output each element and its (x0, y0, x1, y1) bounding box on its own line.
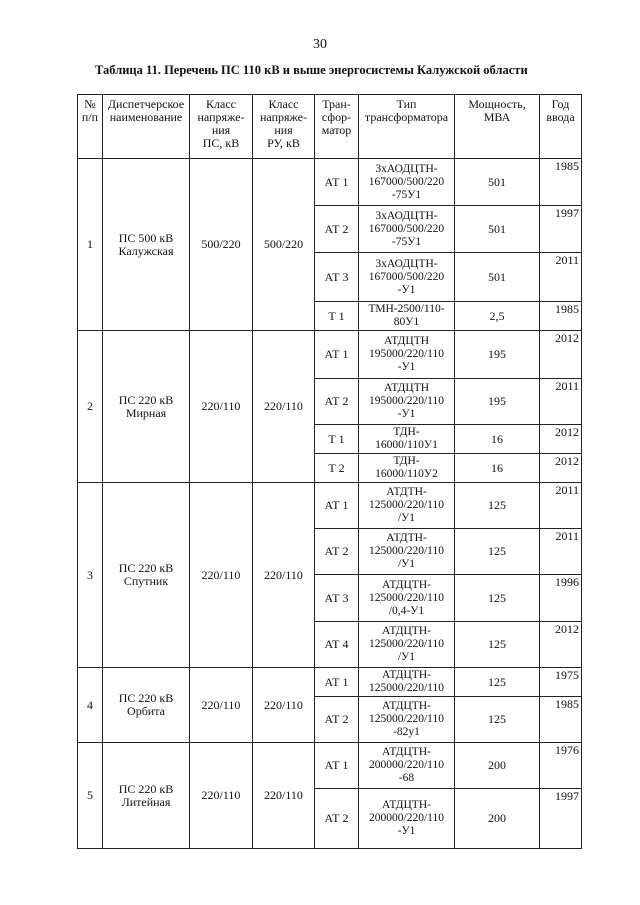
text-line: -75У1 (391, 235, 422, 248)
text-line: 125000/220/110 (369, 638, 444, 650)
cell-year: 2012 (540, 331, 582, 379)
cell-substation-name (103, 668, 190, 743)
cell-number: 1 (78, 159, 103, 331)
header-name (103, 95, 190, 159)
text-line: ПС 220 кВ (118, 561, 174, 575)
cell-year: 2011 (540, 379, 582, 425)
cell-class-ru: 220/110 (253, 331, 315, 483)
cell-year: 1985 (540, 302, 582, 331)
cell-class-ps: 220/110 (190, 668, 253, 743)
text-line: ТМН-2500/110- (368, 303, 445, 315)
cell-class-ps: 220/110 (190, 743, 253, 849)
cell-transformer-type (359, 331, 455, 379)
text-line: -75У1 (391, 188, 422, 201)
text-line: 3хАОДЦТН- (375, 162, 438, 175)
text-line: Тип (396, 97, 417, 111)
header-class-ru (253, 95, 315, 159)
cell-transformer: АТ 2 (315, 789, 359, 849)
cell-substation-name (103, 159, 190, 331)
text-line: -68 (398, 772, 415, 784)
cell-transformer: АТ 4 (315, 622, 359, 668)
cell-year: 1997 (540, 206, 582, 253)
cell-number: 3 (78, 483, 103, 668)
text-line: 16000/110У1 (375, 439, 438, 451)
cell-substation-name (103, 483, 190, 668)
text-line: Спутник (123, 574, 169, 588)
cell-transformer: АТ 1 (315, 743, 359, 789)
text-line: 195000/220/110 (369, 348, 444, 360)
text-line: МВА (483, 110, 511, 124)
table-row (78, 668, 582, 697)
text-line: п/п (81, 110, 99, 124)
cell-transformer: АТ 2 (315, 206, 359, 253)
text-line: -У1 (397, 825, 416, 837)
text-line: АТДТН- (386, 532, 427, 544)
cell-class-ru: 500/220 (253, 159, 315, 331)
cell-year: 1996 (540, 575, 582, 622)
text-line: /У1 (397, 558, 416, 570)
cell-transformer-type (359, 668, 455, 697)
cell-transformer: Т 1 (315, 425, 359, 454)
cell-power: 125 (455, 575, 540, 622)
cell-transformer-type (359, 302, 455, 331)
text-line: 200000/220/110 (369, 812, 444, 824)
cell-year: 2011 (540, 483, 582, 529)
cell-year: 2011 (540, 253, 582, 302)
cell-transformer: АТ 1 (315, 331, 359, 379)
text-line: ПС, кВ (202, 136, 240, 150)
text-line: АТДТН- (386, 486, 427, 498)
cell-transformer: АТ 3 (315, 575, 359, 622)
cell-year: 2012 (540, 622, 582, 668)
cell-transformer: АТ 3 (315, 253, 359, 302)
cell-power: 200 (455, 743, 540, 789)
page-number: 30 (313, 37, 327, 52)
cell-transformer-type (359, 425, 455, 454)
cell-transformer-type (359, 789, 455, 849)
text-line: АТДЦТН (383, 335, 430, 347)
text-line: 80У1 (393, 316, 420, 328)
cell-class-ru: 220/110 (253, 483, 315, 668)
text-line: ПС 220 кВ (118, 392, 174, 407)
text-line: -У1 (397, 361, 416, 373)
text-line: АТДЦТН- (382, 578, 431, 591)
text-line: Орбита (127, 704, 165, 718)
text-line: ТДН- (393, 455, 420, 467)
cell-transformer-type (359, 529, 455, 575)
cell-year: 1997 (540, 789, 582, 849)
text-line: напряже- (197, 110, 245, 124)
text-line: Класс (268, 97, 299, 111)
text-line: 167000/500/220 (368, 270, 445, 283)
text-line: Мирная (125, 405, 167, 420)
text-line: -У1 (397, 408, 416, 420)
text-line: Калужская (118, 243, 174, 258)
cell-transformer: АТ 2 (315, 697, 359, 743)
cell-power: 125 (455, 622, 540, 668)
header-power (455, 95, 540, 159)
table-body (78, 159, 582, 849)
text-line: 167000/500/220 (368, 175, 445, 188)
cell-power: 195 (455, 331, 540, 379)
text-line: матор (321, 123, 352, 137)
text-line: /0,4-У1 (388, 604, 425, 617)
text-line: ПС 220 кВ (118, 781, 174, 796)
cell-class-ps: 220/110 (190, 483, 253, 668)
text-line: /У1 (397, 512, 416, 524)
text-line: -82у1 (393, 726, 420, 738)
cell-number: 5 (78, 743, 103, 849)
cell-year: 2011 (540, 529, 582, 575)
cell-substation-name (103, 743, 190, 849)
cell-transformer-type (359, 575, 455, 622)
cell-transformer-type (359, 159, 455, 206)
cell-year: 1985 (540, 159, 582, 206)
cell-power: 501 (455, 206, 540, 253)
table-row (78, 743, 582, 789)
text-line: АТДЦТН- (382, 799, 431, 811)
header-type (359, 95, 455, 159)
text-line: ния (211, 123, 231, 137)
cell-power: 16 (455, 454, 540, 483)
text-line: АТДЦТН (383, 382, 430, 394)
text-line: 195000/220/110 (369, 395, 444, 407)
cell-power: 2,5 (455, 302, 540, 331)
cell-substation-name (103, 331, 190, 483)
text-line: ПС 220 кВ (118, 691, 174, 705)
cell-transformer-type (359, 697, 455, 743)
cell-power: 125 (455, 483, 540, 529)
text-line: РУ, кВ (267, 136, 300, 150)
header-transformer (315, 95, 359, 159)
cell-transformer-type (359, 743, 455, 789)
cell-transformer-type (359, 206, 455, 253)
text-line: АТДЦТН- (382, 700, 431, 712)
table-row (78, 483, 582, 529)
text-line: 125000/220/110 (369, 713, 444, 725)
substations-table (77, 94, 582, 849)
cell-transformer-type (359, 379, 455, 425)
text-line: 125000/220/110 (369, 499, 444, 511)
cell-year: 2012 (540, 454, 582, 483)
text-line: Тран- (322, 97, 351, 111)
text-line: наименование (109, 110, 183, 124)
cell-power: 125 (455, 668, 540, 697)
text-line: АТДЦТН- (382, 625, 431, 637)
cell-class-ru: 220/110 (253, 668, 315, 743)
cell-transformer: Т 1 (315, 302, 359, 331)
cell-class-ru: 220/110 (253, 743, 315, 849)
cell-transformer-type (359, 622, 455, 668)
cell-year: 2012 (540, 425, 582, 454)
cell-transformer-type (359, 483, 455, 529)
text-line: Мощность, (468, 97, 526, 111)
cell-power: 16 (455, 425, 540, 454)
cell-transformer: АТ 1 (315, 483, 359, 529)
cell-transformer-type (359, 253, 455, 302)
table-row (78, 159, 582, 206)
cell-year: 1976 (540, 743, 582, 789)
cell-number: 2 (78, 331, 103, 483)
text-line: 200000/220/110 (369, 759, 444, 771)
text-line: напряже- (260, 110, 307, 124)
cell-power: 195 (455, 379, 540, 425)
cell-transformer: АТ 1 (315, 668, 359, 697)
cell-class-ps: 500/220 (190, 159, 253, 331)
cell-transformer: АТ 1 (315, 159, 359, 206)
text-line: ния (274, 123, 293, 137)
text-line: сфор- (321, 110, 352, 124)
cell-number: 4 (78, 668, 103, 743)
cell-year: 1985 (540, 697, 582, 743)
text-line: 3хАОДЦТН- (375, 257, 438, 270)
text-line: -У1 (397, 283, 416, 296)
text-line: /У1 (397, 651, 416, 663)
text-line: АТДЦТН- (382, 669, 431, 681)
cell-year: 1975 (540, 668, 582, 697)
table-row (78, 331, 582, 379)
text-line: 167000/500/220 (368, 222, 445, 235)
text-line: ПС 500 кВ (118, 230, 174, 245)
cell-power: 200 (455, 789, 540, 849)
text-line: ТДН- (393, 426, 420, 438)
cell-power: 501 (455, 253, 540, 302)
cell-transformer: АТ 2 (315, 529, 359, 575)
header-class-ps (190, 95, 253, 159)
text-line: № (84, 97, 96, 111)
text-line: Год (551, 97, 570, 111)
cell-transformer: Т 2 (315, 454, 359, 483)
text-line: Литейная (121, 794, 171, 809)
text-line: Диспетчерское (107, 97, 185, 111)
text-line: 125000/220/110 (369, 545, 444, 557)
cell-power: 125 (455, 529, 540, 575)
header-year (540, 95, 582, 159)
text-line: 3хАОДЦТН- (375, 209, 438, 222)
header-num (78, 95, 103, 159)
text-line: ввода (546, 110, 575, 124)
cell-class-ps: 220/110 (190, 331, 253, 483)
text-line: 16000/110У2 (375, 468, 438, 480)
text-line: Класс (206, 97, 236, 111)
cell-transformer: АТ 2 (315, 379, 359, 425)
text-line: трансформатора (364, 110, 449, 124)
text-line: 125000/220/110 (369, 682, 444, 694)
cell-transformer-type (359, 454, 455, 483)
text-line: 125000/220/110 (369, 591, 444, 604)
text-line: АТДЦТН- (382, 746, 431, 758)
cell-power: 125 (455, 697, 540, 743)
cell-power: 501 (455, 159, 540, 206)
table-title: Таблица 11. Перечень ПС 110 кВ и выше энергосистемы Калужской области (95, 63, 528, 77)
table-header (78, 95, 582, 159)
